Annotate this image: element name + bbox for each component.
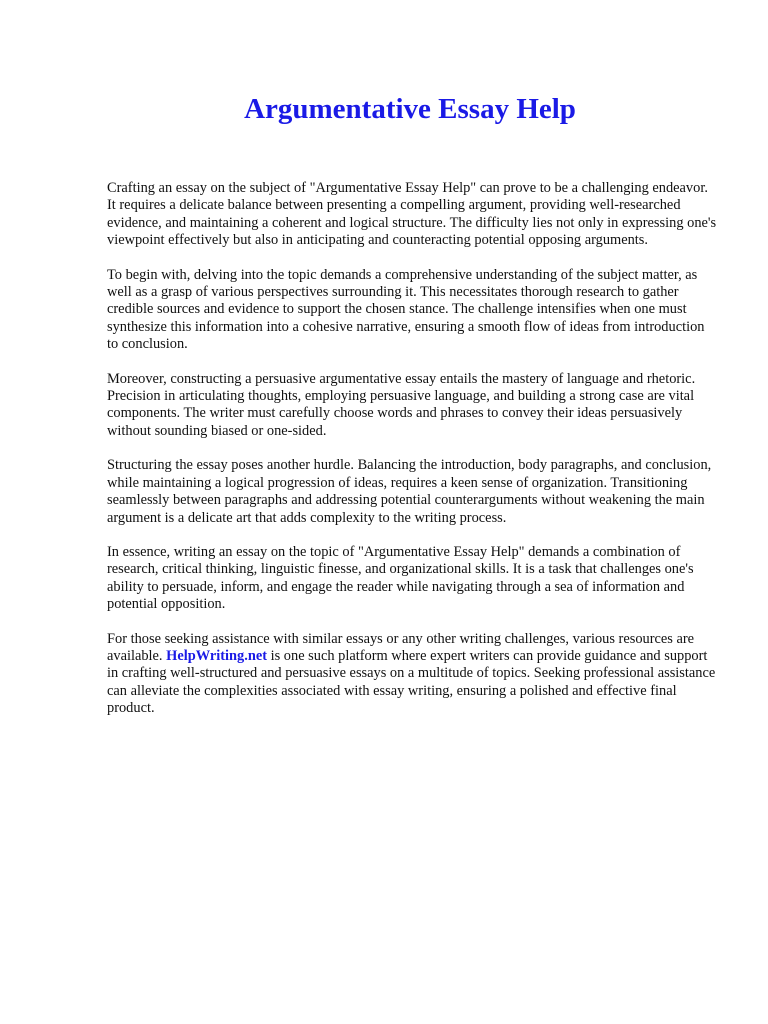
paragraph-rhetoric: Moreover, constructing a persuasive argumentative essay entails the mastery of language and rhetoric. Precision in articulating thoughts, employing persuasive language, and building a strong case are vital components. The writer must carefully choose words and phrases to convey their ideas persuasively without sounding biased or one-sided. — [107, 370, 696, 439]
paragraph-structure: Structuring the essay poses another hurdle. Balancing the introduction, body paragraphs, and conclusion, while maintaining a logical progression of ideas, requires a keen sense of organization. Transitioning seamlessly between paragraphs and addressing potential counterarguments without weakening the main argument is a delicate art that adds complexity to the writing process. — [107, 457, 712, 526]
paragraph-research: To begin with, delving into the topic demands a comprehensive understanding of the subject matter, as well as a grasp of various perspectives surrounding it. This necessitates thorough research to gather credible sources and evidence to support the chosen stance. The challenge intensifies when one must synthesize this information into a cohesive narrative, ensuring a smooth flow of ideas from introduction to conclusion. — [107, 266, 705, 353]
page-title: Argumentative Essay Help — [244, 93, 576, 125]
resources-text-before: For those seeking assistance with similar essays or any other writing challenges, various resources are available. — [107, 630, 695, 664]
helpwriting-link[interactable]: HelpWriting.net — [166, 647, 268, 664]
document-body — [107, 180, 717, 735]
resources-text-after: is one such platform where expert writers can provide guidance and support in crafting well-structured and persuasive essays on a multitude of topics. Seeking professional assistance can alleviate the complexities associated with essay writing, ensuring a polished and effective final product. — [107, 647, 716, 717]
paragraph-essence: In essence, writing an essay on the topic of "Argumentative Essay Help" demands a combination of research, critical thinking, linguistic finesse, and organizational skills. It is a task that challenges one's ability to persuade, inform, and engage the reader while navigating through a sea of information and potential opposition. — [107, 543, 694, 613]
paragraph-resources — [107, 631, 717, 718]
paragraph-intro: Crafting an essay on the subject of "Argumentative Essay Help" can prove to be a challenging endeavor. It requires a delicate balance between presenting a compelling argument, providing well-researched evidence, and maintaining a coherent and logical structure. The difficulty lies not only in expressing one's viewpoint effectively but also in anticipating and counteracting potential opposing arguments. — [107, 180, 717, 249]
